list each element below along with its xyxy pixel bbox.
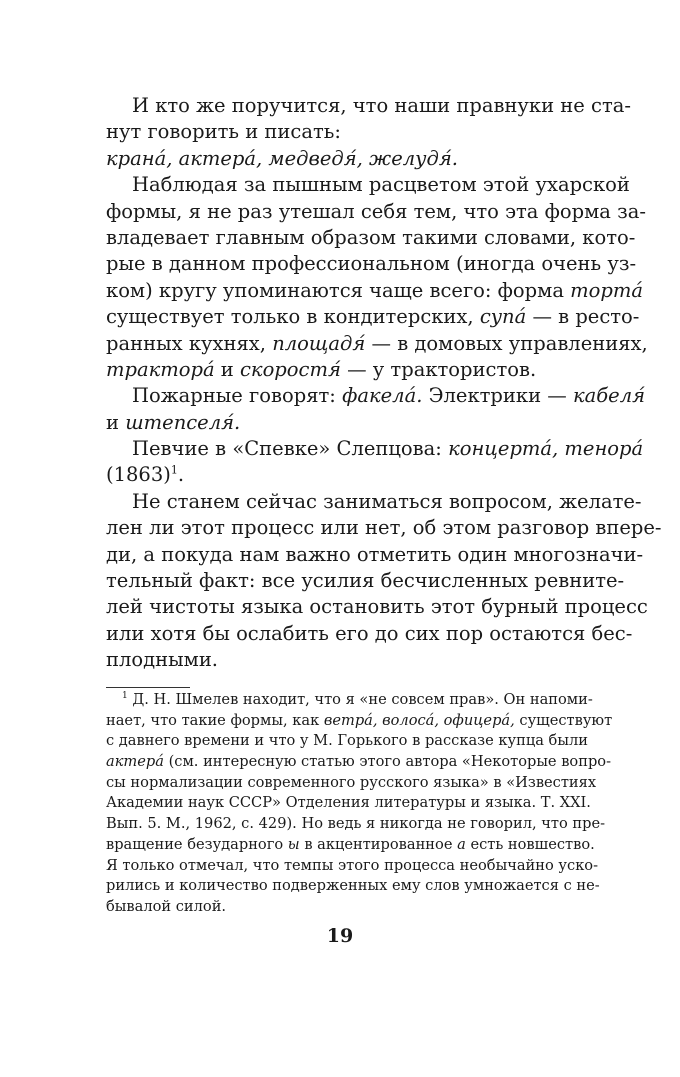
footnote-line: нает, что такие формы, как ветрá, волосá, офицерá, существуют: [106, 711, 613, 729]
text-line: $(1863)^1$.: [106, 463, 185, 487]
footnote-line: $^1$ Д. Н. Шмелев находит, что я «не совсем прав». Он напоми-: [122, 691, 593, 708]
text-line: И кто же поручится, что наши правнуки не ста-: [132, 94, 631, 117]
text-line: и штепселя́.: [106, 410, 241, 434]
footnote-ref[interactable]: 1: [170, 463, 178, 477]
footnote: [106, 690, 613, 918]
footnote-marker: 1: [122, 691, 128, 702]
text-line: формы, я не раз утешал себя тем, что эта форма за-: [106, 199, 646, 223]
text-line: нут говорить и писать:: [106, 120, 341, 144]
footnote-line: Вып. 5. М., 1962, с. 429). Но ведь я никогда не говорил, что пре-: [106, 815, 606, 833]
text-line: ди, а покуда нам важно отметить один многозначи-: [106, 542, 644, 566]
text-line: Наблюдая за пышным расцветом этой ухарской: [132, 173, 630, 197]
text-line: ранных кухнях, площадя́ — в домовых управлениях,: [106, 331, 648, 355]
footnote-divider: [106, 687, 190, 688]
footnote-line: сы нормализации современного русского языка» в «Известиях: [106, 773, 597, 791]
text-line: трактора́ и скоростя́ — у трактористов.: [106, 357, 537, 381]
footnote-line: рились и количество подверженных ему слов умножается с не-: [106, 877, 600, 895]
footnote-line: вращение безударного ы в акцентированное а есть новшество.: [106, 835, 595, 853]
text-line: лей чистоты языка остановить этот бурный процесс: [106, 595, 648, 619]
footnote-line: с давнего времени и что у М. Горького в рассказе купца были: [106, 732, 588, 750]
text-line: лен ли этот процесс или нет, об этом разговор впере-: [106, 516, 662, 540]
text-line: ком) кругу упоминаются чаще всего: форма тортá: [106, 278, 643, 302]
text-line: тельный факт: все усилия бесчисленных ревните-: [106, 569, 625, 593]
footnote-line: актерá (см. интересную статью этого автора «Некоторые вопро-: [106, 753, 612, 771]
text-line: владевает главным образом такими словами, кото-: [106, 225, 636, 249]
text-line: Певчие в «Спевке» Слепцова: концертá, тенорá: [132, 437, 644, 461]
page-number: 19: [326, 925, 354, 947]
text-line: кранá, актерá, медведя́, желудя́.: [106, 146, 458, 170]
text-line: существует только в кондитерских, супá — в ресто-: [106, 305, 640, 329]
text-line: Пожарные говорят: факелá. Электрики — кабеля́: [132, 384, 646, 408]
footnote-line: Академии наук СССР» Отделения литературы и языка. Т. XXI.: [106, 794, 591, 812]
footnote-line: Я только отмечал, что темпы этого процесса необычайно уско-: [106, 856, 599, 874]
text-line: Не станем сейчас заниматься вопросом, желате-: [132, 489, 642, 513]
footnote-line: бывалой силой.: [106, 897, 227, 915]
text-line: рые в данном профессиональном (иногда очень уз-: [106, 252, 637, 276]
text-line: или хотя бы ослабить его до сих пор остаются бес-: [106, 621, 633, 645]
text-line: плодными.: [106, 648, 219, 672]
main-text: [106, 93, 662, 674]
